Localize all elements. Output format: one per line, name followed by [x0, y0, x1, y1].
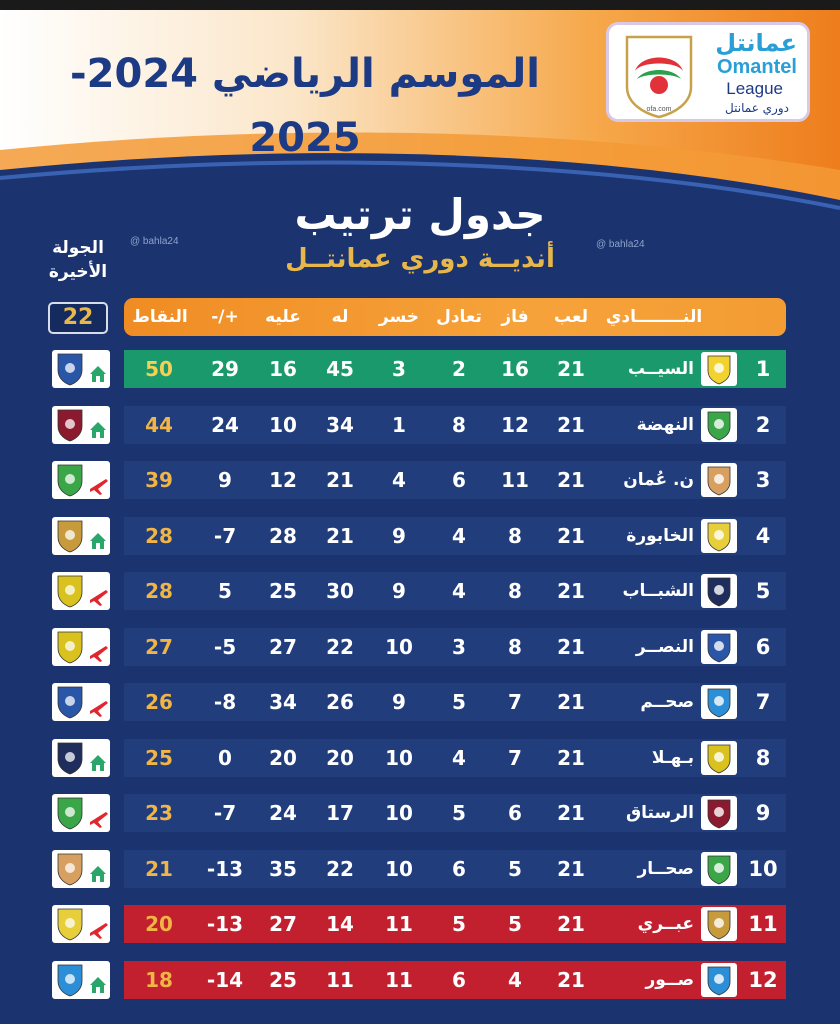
cell-lost: 4 [392, 468, 406, 492]
table-row [124, 850, 786, 888]
cell-won: 12 [501, 413, 529, 437]
watermark: @ bahla24 [130, 236, 179, 247]
cell-won: 7 [508, 690, 522, 714]
column-lost: خسر [378, 307, 420, 327]
last-opponent-crest-icon [52, 350, 110, 388]
cell-drawn: 3 [452, 635, 466, 659]
cell-goals-for: 17 [326, 801, 354, 825]
cell-points: 27 [145, 635, 173, 659]
rank-number: 3 [755, 468, 771, 492]
club-name: صحــار [637, 859, 694, 879]
cell-goals-against: 27 [269, 912, 297, 936]
logo-league-word: League [726, 79, 783, 98]
club-name: الخابورة [626, 526, 694, 546]
column-club: النــــــــادي [605, 307, 703, 327]
cell-points: 44 [145, 413, 173, 437]
last-round-card [52, 517, 110, 555]
cell-goal-diff: 24 [211, 413, 239, 437]
cell-goals-against: 35 [269, 857, 297, 881]
club-crest-icon [700, 351, 738, 387]
cell-goal-diff: -13 [206, 857, 244, 881]
cell-goal-diff: 29 [211, 357, 239, 381]
club-crest-icon [700, 906, 738, 942]
table-row [124, 628, 786, 666]
cell-goals-against: 16 [269, 357, 297, 381]
cell-goal-diff: 5 [218, 579, 232, 603]
last-opponent-crest-icon [52, 905, 110, 943]
club-name: السيــب [627, 359, 694, 379]
cell-won: 7 [508, 746, 522, 770]
column-goal-diff: +/- [211, 307, 239, 327]
rank-number: 4 [755, 524, 771, 548]
last-opponent-crest-icon [52, 961, 110, 999]
cell-drawn: 4 [452, 524, 466, 548]
cell-goals-for: 30 [326, 579, 354, 603]
rank-number: 6 [755, 635, 771, 659]
cell-won: 5 [508, 857, 522, 881]
club-name: النهضة [636, 415, 694, 435]
last-round-card [52, 406, 110, 444]
club-name: الشبــاب [622, 581, 694, 601]
column-goals-against: عليه [265, 307, 301, 327]
column-points: النقاط [132, 307, 188, 327]
cell-goals-for: 34 [326, 413, 354, 437]
club-crest-icon [700, 518, 738, 554]
last-opponent-crest-icon [52, 739, 110, 777]
cell-played: 21 [557, 857, 585, 881]
cell-goal-diff: 9 [218, 468, 232, 492]
cell-goals-against: 10 [269, 413, 297, 437]
cell-won: 5 [508, 912, 522, 936]
cell-drawn: 6 [452, 857, 466, 881]
last-round-label: الجولة الأخيرة [48, 238, 108, 282]
club-crest-icon [700, 851, 738, 887]
last-opponent-crest-icon [52, 683, 110, 721]
cell-goals-for: 45 [326, 357, 354, 381]
rank-number: 5 [755, 579, 771, 603]
last-round-number: 22 [48, 302, 108, 334]
club-name: صــور [645, 970, 694, 990]
cell-played: 21 [557, 468, 585, 492]
table-row [124, 406, 786, 444]
cell-lost: 9 [392, 524, 406, 548]
table-row [124, 517, 786, 555]
cell-goal-diff: -7 [213, 801, 237, 825]
last-round-card [52, 794, 110, 832]
club-crest-icon [700, 407, 738, 443]
club-name: الرستاق [625, 803, 694, 823]
cell-played: 21 [557, 413, 585, 437]
rank-number: 2 [755, 413, 771, 437]
rank-number: 10 [748, 857, 778, 881]
club-name: عبــري [637, 914, 694, 934]
logo-brand-arabic: عمانتل [715, 29, 797, 57]
last-opponent-crest-icon [52, 628, 110, 666]
rank-number: 8 [755, 746, 771, 770]
cell-goals-against: 25 [269, 968, 297, 992]
table-row [124, 794, 786, 832]
cell-drawn: 6 [452, 468, 466, 492]
cell-lost: 3 [392, 357, 406, 381]
cell-goals-against: 34 [269, 690, 297, 714]
cell-played: 21 [557, 635, 585, 659]
last-opponent-crest-icon [52, 406, 110, 444]
last-round-card [52, 461, 110, 499]
club-name: ن. عُمان [623, 470, 694, 490]
club-crest-icon [700, 962, 738, 998]
last-round-card [52, 739, 110, 777]
cell-won: 11 [501, 468, 529, 492]
cell-goals-for: 11 [326, 968, 354, 992]
cell-goal-diff: -13 [206, 912, 244, 936]
cell-played: 21 [557, 801, 585, 825]
last-opponent-crest-icon [52, 461, 110, 499]
cell-drawn: 5 [452, 801, 466, 825]
cell-lost: 10 [385, 635, 413, 659]
cell-lost: 1 [392, 413, 406, 437]
table-subtitle: أنديــة دوري عمانتــل [285, 244, 555, 274]
last-opponent-crest-icon [52, 572, 110, 610]
svg-text:ofa.com: ofa.com [646, 106, 672, 113]
cell-goals-against: 24 [269, 801, 297, 825]
cell-points: 25 [145, 746, 173, 770]
cell-drawn: 2 [452, 357, 466, 381]
cell-goals-for: 22 [326, 857, 354, 881]
rank-number: 9 [755, 801, 771, 825]
column-won: فاز [501, 307, 529, 327]
cell-won: 4 [508, 968, 522, 992]
last-round-card [52, 350, 110, 388]
club-name: صحــم [640, 692, 694, 712]
cell-goals-for: 21 [326, 524, 354, 548]
cell-points: 20 [145, 912, 173, 936]
cell-points: 21 [145, 857, 173, 881]
column-goals-for: له [331, 307, 349, 327]
cell-points: 23 [145, 801, 173, 825]
cell-won: 8 [508, 579, 522, 603]
column-drawn: تعادل [436, 307, 482, 327]
cell-points: 18 [145, 968, 173, 992]
cell-goal-diff: 0 [218, 746, 232, 770]
cell-played: 21 [557, 579, 585, 603]
cell-goals-against: 20 [269, 746, 297, 770]
cell-goals-against: 25 [269, 579, 297, 603]
table-row [124, 961, 786, 999]
cell-won: 6 [508, 801, 522, 825]
last-round-card [52, 683, 110, 721]
last-opponent-crest-icon [52, 517, 110, 555]
cell-drawn: 4 [452, 746, 466, 770]
cell-lost: 9 [392, 690, 406, 714]
cell-lost: 10 [385, 801, 413, 825]
cell-won: 16 [501, 357, 529, 381]
column-played: لعب [554, 307, 588, 327]
club-crest-icon [700, 684, 738, 720]
cell-lost: 11 [385, 912, 413, 936]
cell-goals-against: 28 [269, 524, 297, 548]
cell-played: 21 [557, 357, 585, 381]
cell-played: 21 [557, 524, 585, 548]
last-round-card [52, 628, 110, 666]
cell-lost: 10 [385, 857, 413, 881]
cell-goals-for: 22 [326, 635, 354, 659]
club-name: النصــر [635, 637, 694, 657]
table-title: جدول ترتيب [294, 190, 546, 239]
cell-played: 21 [557, 746, 585, 770]
cell-goals-for: 14 [326, 912, 354, 936]
season-title: الموسم الرياضي 2024-2025 [70, 51, 540, 161]
cell-won: 8 [508, 524, 522, 548]
club-crest-icon [700, 462, 738, 498]
last-round-card [52, 905, 110, 943]
cell-goal-diff: -5 [213, 635, 237, 659]
club-crest-icon [700, 573, 738, 609]
cell-lost: 9 [392, 579, 406, 603]
table-row [124, 905, 786, 943]
oman-fa-emblem-icon [619, 31, 699, 119]
table-row [124, 739, 786, 777]
club-crest-icon [700, 795, 738, 831]
cell-drawn: 5 [452, 912, 466, 936]
cell-drawn: 4 [452, 579, 466, 603]
cell-lost: 11 [385, 968, 413, 992]
cell-played: 21 [557, 912, 585, 936]
rank-number: 11 [748, 912, 778, 936]
cell-goals-against: 27 [269, 635, 297, 659]
cell-goals-for: 26 [326, 690, 354, 714]
club-crest-icon [700, 629, 738, 665]
table-row [124, 572, 786, 610]
cell-points: 26 [145, 690, 173, 714]
table-row [124, 350, 786, 388]
table-row [124, 461, 786, 499]
cell-drawn: 8 [452, 413, 466, 437]
league-logo [606, 22, 810, 122]
cell-goals-against: 12 [269, 468, 297, 492]
cell-goals-for: 20 [326, 746, 354, 770]
last-round-card [52, 850, 110, 888]
cell-drawn: 5 [452, 690, 466, 714]
logo-subtitle: دوري عمانتل [725, 101, 789, 115]
cell-drawn: 6 [452, 968, 466, 992]
cell-goals-for: 21 [326, 468, 354, 492]
cell-played: 21 [557, 690, 585, 714]
last-opponent-crest-icon [52, 850, 110, 888]
club-name: بـهـلا [651, 748, 694, 768]
cell-played: 21 [557, 968, 585, 992]
table-row [124, 683, 786, 721]
watermark: @ bahla24 [596, 239, 645, 250]
rank-number: 12 [748, 968, 778, 992]
rank-number: 1 [755, 357, 771, 381]
rank-number: 7 [755, 690, 771, 714]
column-header-bar [124, 298, 786, 336]
cell-points: 39 [145, 468, 173, 492]
last-round-card [52, 572, 110, 610]
last-round-card [52, 961, 110, 999]
last-opponent-crest-icon [52, 794, 110, 832]
club-crest-icon [700, 740, 738, 776]
cell-goal-diff: -14 [206, 968, 244, 992]
cell-won: 8 [508, 635, 522, 659]
cell-goal-diff: -8 [213, 690, 237, 714]
cell-goal-diff: -7 [213, 524, 237, 548]
logo-brand-english: Omantel [716, 56, 797, 78]
cell-lost: 10 [385, 746, 413, 770]
cell-points: 50 [145, 357, 173, 381]
cell-points: 28 [145, 524, 173, 548]
cell-points: 28 [145, 579, 173, 603]
